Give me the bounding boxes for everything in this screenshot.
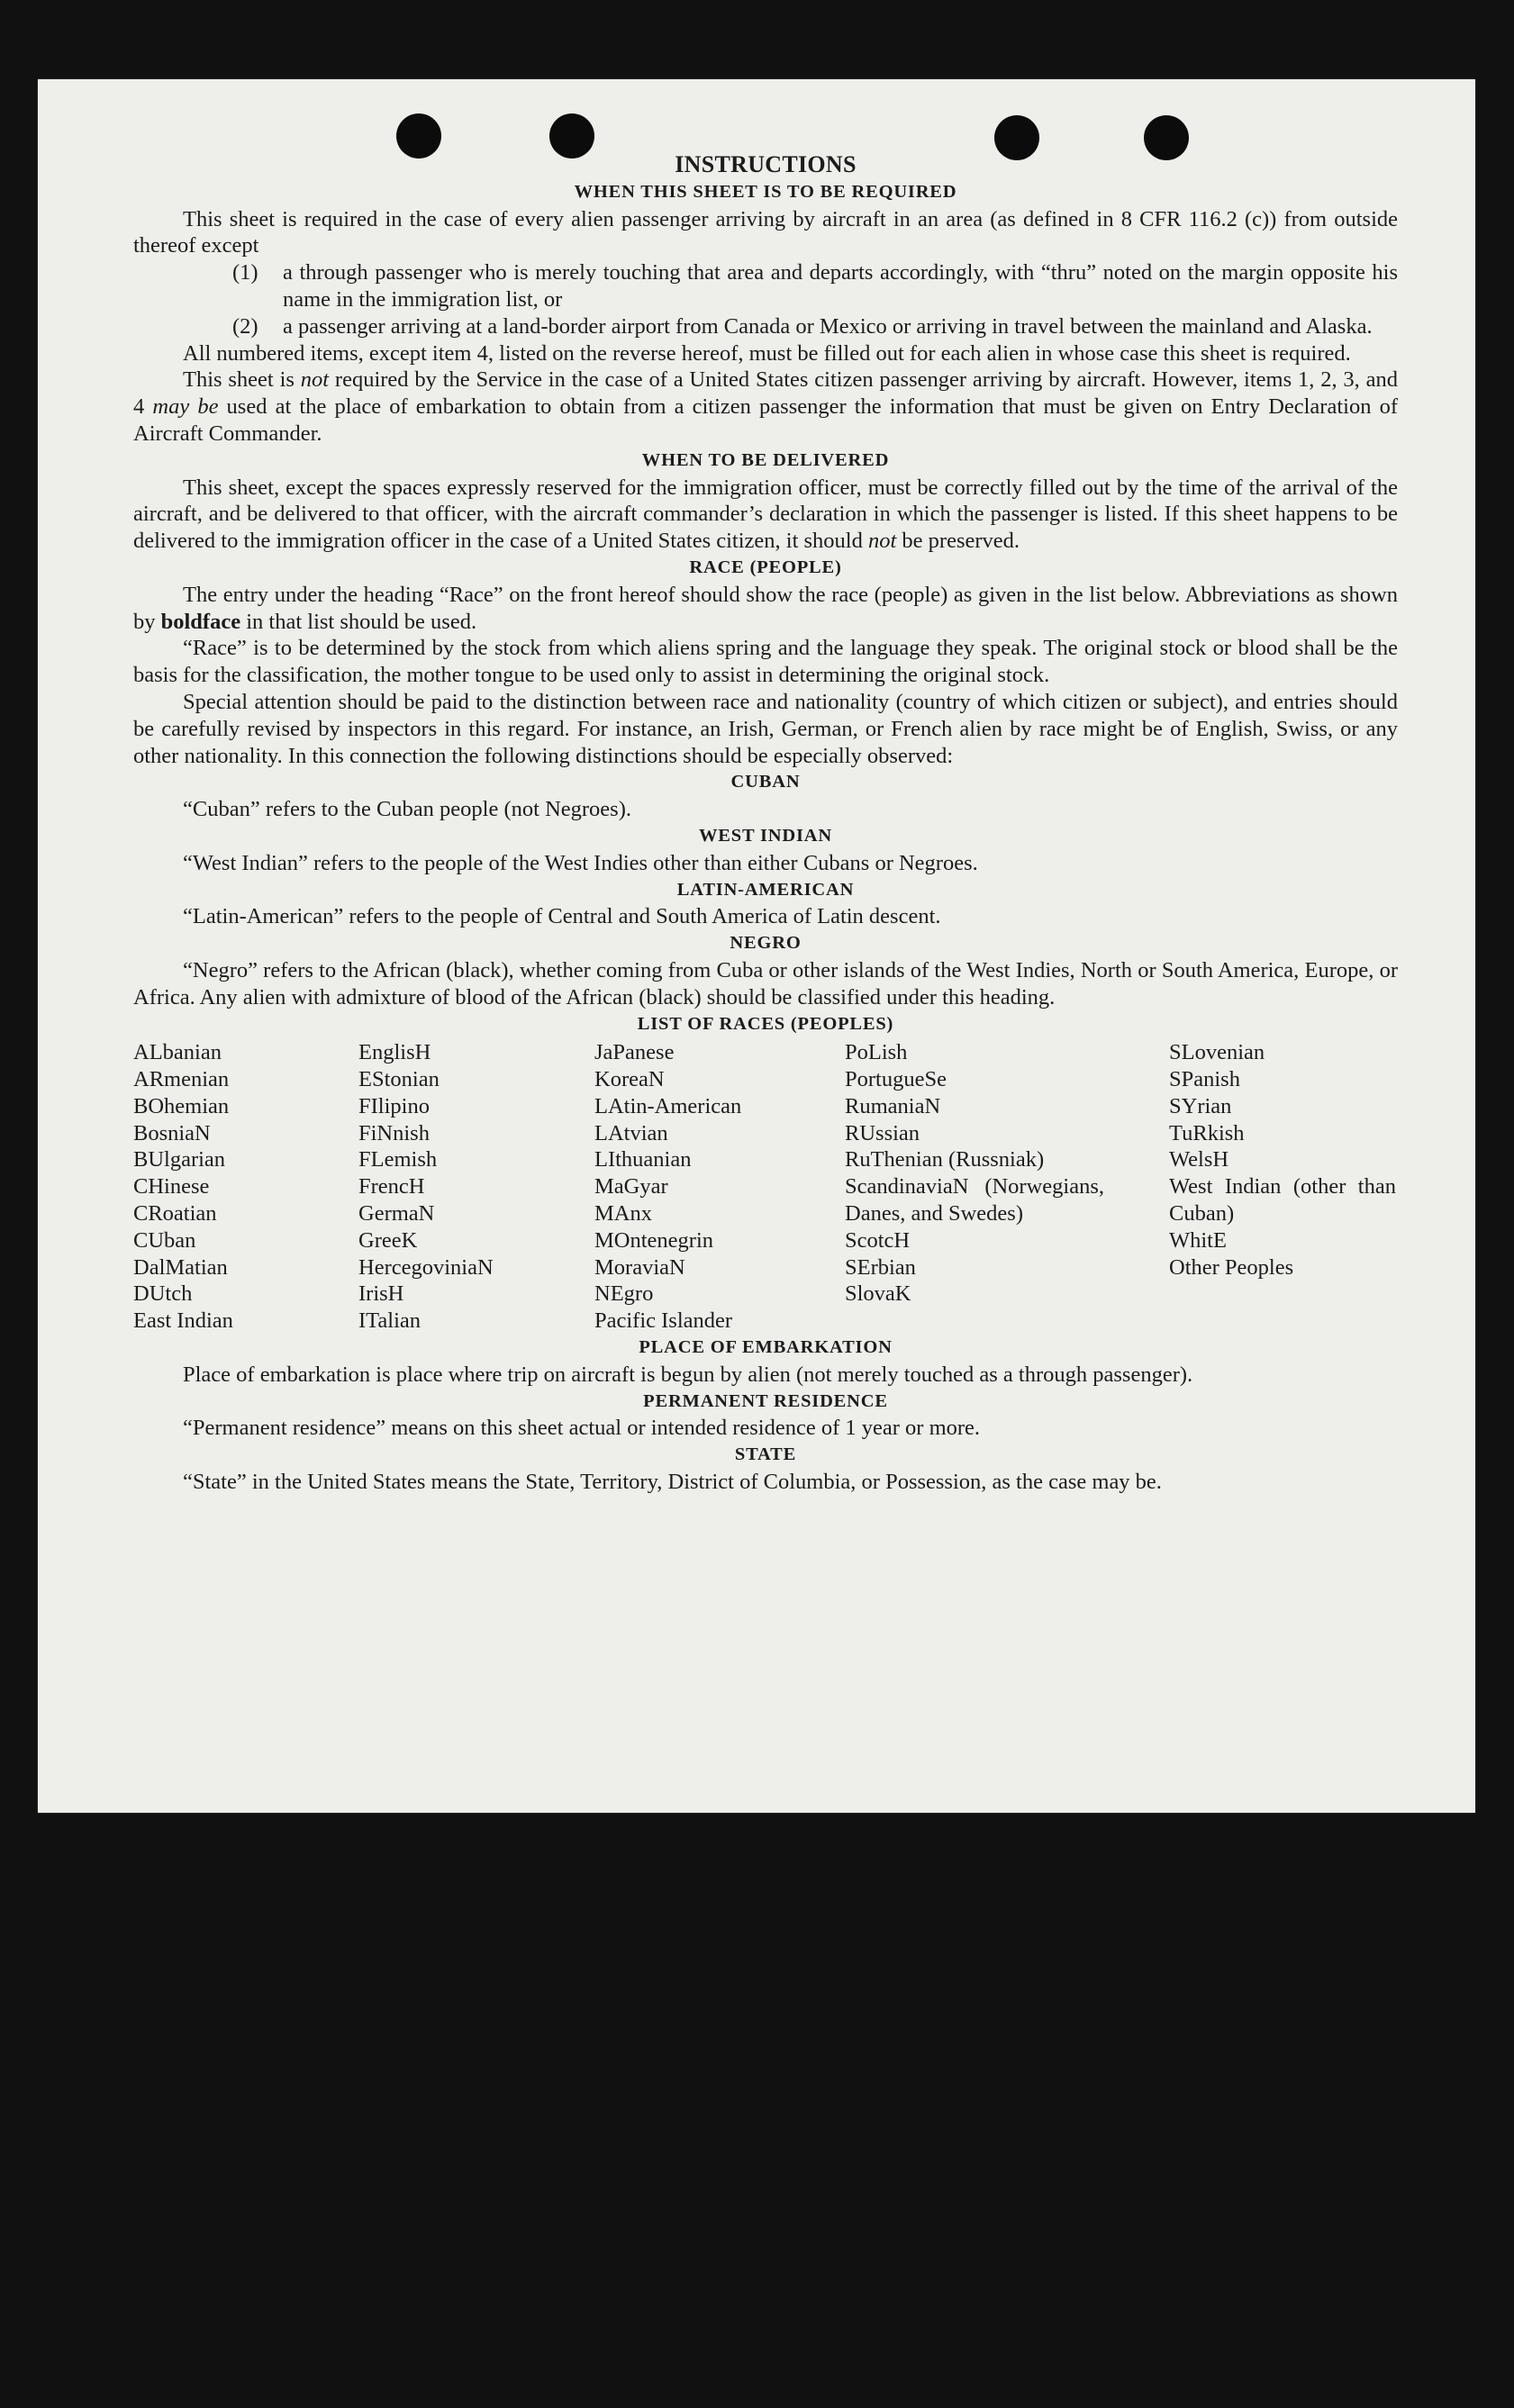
paragraph: “Latin-American” refers to the people of Central and South America of Latin descent.: [183, 904, 941, 929]
paragraph: The entry under the heading “Race” on the front hereof should show the race (people) as given in the list below. Abbreviations as shown by boldface in that list should be used.: [133, 582, 1398, 634]
race-entry: EStonian: [358, 1067, 440, 1092]
section-heading-embarkation: PLACE OF EMBARKATION: [639, 1337, 893, 1358]
list-item: [232, 313, 1398, 340]
race-entry: DalMatian: [133, 1254, 228, 1280]
paragraph: All numbered items, except item 4, listed on the reverse hereof, must be filled out for each alien in whose case this sheet is required.: [183, 340, 1351, 366]
section-heading-state: STATE: [734, 1444, 797, 1465]
races-column: [594, 1039, 845, 1335]
item-text: a passenger arriving at a land-border airport from Canada or Mexico or arriving in travel between the mainland and Alaska.: [283, 313, 1373, 339]
races-table: [133, 1039, 1398, 1335]
race-entry: CUban: [133, 1227, 196, 1253]
section-heading-cuban: CUBAN: [730, 772, 801, 792]
race-entry: MaGyar: [594, 1174, 668, 1199]
race-entry: PortugueSe: [845, 1067, 947, 1092]
race-entry: BOhemian: [133, 1093, 230, 1118]
paragraph: “Permanent residence” means on this sheet actual or intended residence of 1 year or more.: [183, 1416, 981, 1441]
race-entry: CRoatian: [133, 1201, 217, 1227]
race-entry: DUtch: [133, 1281, 193, 1307]
race-entry: Pacific Islander: [594, 1308, 733, 1334]
race-entry: MAnx: [594, 1201, 652, 1227]
race-entry: WhitE: [1169, 1227, 1227, 1253]
section-heading-latin-american: LATIN-AMERICAN: [676, 879, 855, 900]
race-entry: ALbanian: [133, 1040, 222, 1065]
race-entry: Other Peoples: [1169, 1254, 1294, 1280]
race-entry: CHinese: [133, 1174, 210, 1199]
section-heading-delivered: WHEN TO BE DELIVERED: [641, 449, 890, 470]
races-column: [133, 1039, 358, 1335]
section-heading-residence: PERMANENT RESIDENCE: [643, 1390, 888, 1411]
race-entry: SErbian: [845, 1254, 916, 1280]
race-entry: LAtin-American: [594, 1093, 742, 1118]
races-column: [358, 1039, 594, 1335]
race-entry: ARmenian: [133, 1067, 230, 1092]
race-entry: GreeK: [358, 1227, 418, 1253]
item-number: (1): [232, 260, 258, 285]
race-entry: IrisH: [358, 1281, 404, 1307]
instructions-content: [133, 151, 1398, 1496]
race-entry: FrencH: [358, 1174, 425, 1199]
race-entry: PoLish: [845, 1040, 908, 1065]
race-entry: SYrian: [1169, 1093, 1232, 1118]
paragraph: “West Indian” refers to the people of the West Indies other than either Cubans or Negroes.: [183, 850, 978, 875]
paragraph: This sheet is required in the case of every alien passenger arriving by aircraft in an area (as defined in 8 CFR 116.2 (c)) from outside thereof except: [133, 206, 1398, 258]
race-entry: ScotcH: [845, 1227, 911, 1253]
races-column: [845, 1039, 1104, 1335]
paragraph: “Cuban” refers to the Cuban people (not Negroes).: [183, 797, 631, 822]
paragraph: This sheet, except the spaces expressly reserved for the immigration officer, must be correctly filled out by the time of the arrival of the aircraft, and be delivered to that officer, with the aircraft commander’s declaration in which the passenger is listed. If this sheet happens to be delivered to the immigration officer in the case of a United States citizen, it should not be preserved.: [133, 475, 1398, 554]
race-entry: BosniaN: [133, 1120, 211, 1145]
race-entry: MoraviaN: [594, 1254, 685, 1280]
race-entry: BUlgarian: [133, 1147, 226, 1172]
section-heading-race: RACE (PEOPLE): [689, 557, 842, 577]
paragraph: “Race” is to be determined by the stock from which aliens spring and the language they speak. The original stock or blood shall be the basis for the classification, the mother tongue to be used only to assist in determining the original stock.: [133, 636, 1398, 688]
race-entry: ITalian: [358, 1308, 422, 1334]
paragraph: This sheet is not required by the Service in the case of a United States citizen passenger arriving by aircraft. However, items 1, 2, 3, and 4 may be used at the place of embarkation to obtain from a citizen passenger the information that must be given on Entry Declaration of Aircraft Commander.: [133, 367, 1398, 446]
race-entry: HercegoviniaN: [358, 1254, 494, 1280]
race-entry: MOntenegrin: [594, 1227, 713, 1253]
race-entry: JaPanese: [594, 1040, 675, 1065]
list-of-races-heading: LIST OF RACES (PEOPLES): [637, 1013, 894, 1034]
race-entry: ScandinaviaN (Norwegians, Danes, and Swedes): [845, 1174, 1104, 1227]
race-entry: KoreaN: [594, 1067, 665, 1092]
paragraph: Special attention should be paid to the distinction between race and nationality (country of which citizen or subject), and entries should be carefully revised by inspectors in this regard. For instance, an Irish, German, or French alien by race might be of English, Swiss, or any other nationality. In this connection the following distinctions should be especially observed:: [133, 689, 1398, 768]
race-entry: LAtvian: [594, 1120, 668, 1145]
race-entry: FLemish: [358, 1147, 438, 1172]
race-entry: SLovenian: [1169, 1040, 1265, 1065]
race-entry: East Indian: [133, 1308, 233, 1334]
race-entry: West Indian (other than Cuban): [1169, 1174, 1396, 1227]
race-entry: FiNnish: [358, 1120, 430, 1145]
page-title: INSTRUCTIONS: [675, 151, 857, 177]
race-entry: NEgro: [594, 1281, 654, 1307]
race-entry: LIthuanian: [594, 1147, 692, 1172]
paragraph: “State” in the United States means the State, Territory, District of Columbia, or Possession, as the case may be.: [183, 1470, 1162, 1495]
race-entry: FIlipino: [358, 1093, 430, 1118]
race-entry: GermaN: [358, 1201, 435, 1227]
race-entry: EnglisH: [358, 1040, 431, 1065]
list-item: [232, 259, 1398, 313]
races-column: [1169, 1039, 1396, 1335]
item-number: (2): [232, 313, 258, 339]
section-heading-west-indian: WEST INDIAN: [699, 825, 832, 846]
race-entry: RuThenian (Russniak): [845, 1147, 1045, 1172]
race-entry: RUssian: [845, 1120, 920, 1145]
document-sheet: [38, 79, 1475, 1813]
item-text: a through passenger who is merely touching that area and departs accordingly, with “thru” noted on the margin opposite his name in the immigration list, or: [283, 260, 1398, 312]
paragraph: “Negro” refers to the African (black), whether coming from Cuba or other islands of the West Indies, North or South America, Europe, or Africa. Any alien with admixture of blood of the African (black) should be classified under this heading.: [133, 957, 1398, 1009]
race-entry: WelsH: [1169, 1147, 1229, 1172]
race-entry: SlovaK: [845, 1281, 911, 1307]
section-heading-negro: NEGRO: [730, 933, 802, 954]
paragraph: Place of embarkation is place where trip on aircraft is begun by alien (not merely touched as a through passenger).: [183, 1362, 1193, 1387]
race-entry: SPanish: [1169, 1067, 1240, 1092]
section-heading-required: WHEN THIS SHEET IS TO BE REQUIRED: [574, 181, 957, 202]
race-entry: TuRkish: [1169, 1120, 1245, 1145]
race-entry: RumaniaN: [845, 1093, 941, 1118]
